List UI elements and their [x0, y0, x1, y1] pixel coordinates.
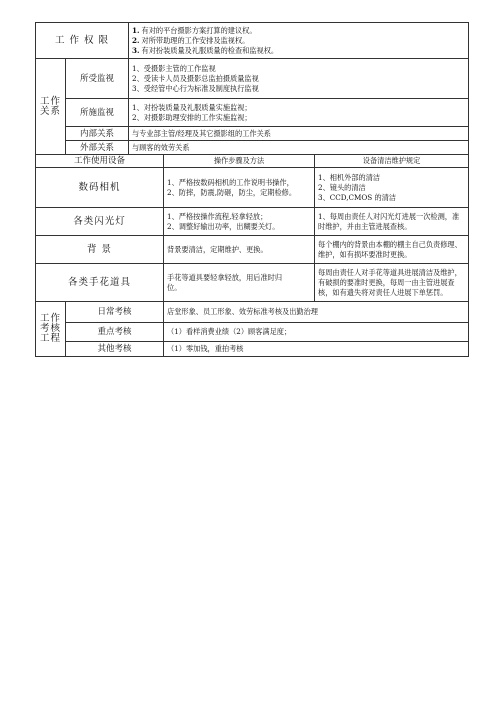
- external-text: 与顾客的效劳关系: [129, 141, 469, 155]
- equipment-maintenance: 1、每周由责任人对闪光灯进展一次检测，准 时维护，并由主管进展查核。: [315, 208, 469, 236]
- equipment-header-col2: 操作步骤及方法: [164, 155, 315, 168]
- relations-internal-row: [36, 127, 469, 141]
- assessment-text: （1）看样消费业绩（2）顾客满足度；: [164, 323, 469, 342]
- equipment-maintenance: 每周由责任人对手花等道具进展清洁及维护， 有破损的要准时更换，每周一由主管进展查 核，如有遗失将对责任人进展下单惩罚。: [315, 264, 469, 302]
- external-label: 外部关系: [66, 141, 129, 155]
- equipment-steps: 手花等道具要轻拿轻放，用后准时归 位。: [164, 264, 315, 302]
- assessment-text: 店堂形象、员工形象、效劳标准考核及出勤治理: [164, 302, 469, 323]
- authority-row: [36, 23, 469, 59]
- relations-supervised-row: [36, 59, 469, 99]
- equipment-maintenance: 1、相机外部的清洁 2、镜头的清洁 3、CCD,CMOS 的清洁: [315, 168, 469, 208]
- relations-external-row: [36, 141, 469, 155]
- equipment-name: 数码相机: [36, 168, 164, 208]
- authority-items: [129, 23, 469, 59]
- supervised-by-label: 所受监视: [66, 59, 129, 99]
- internal-label: 内部关系: [66, 127, 129, 141]
- equipment-name: 背 景: [36, 236, 164, 264]
- supervises-label: 所施监视: [66, 99, 129, 127]
- assessment-label: 日常考核: [66, 302, 164, 323]
- equipment-steps: 背景要清洁，定期维护、更换。: [164, 236, 315, 264]
- equipment-row: [36, 264, 469, 302]
- equipment-row: [36, 168, 469, 208]
- assessment-row: [36, 342, 469, 357]
- assessment-row: [36, 323, 469, 342]
- assessment-label: 重点考核: [66, 323, 164, 342]
- authority-item: 3. 有对扮装质量及礼服质量的检查和监视权。: [132, 45, 279, 55]
- equipment-row: [36, 236, 469, 264]
- internal-text: 与专业部主管/经理及其它摄影组的工作关系: [129, 127, 469, 141]
- equipment-header-col1: 工作使用设备: [36, 155, 164, 168]
- supervised-by-items: 1、受摄影主管的工作监视 2、受读卡人员及摄影总监拍摄质量监视 3、受经管中心行为标准及制度执行监视: [129, 59, 469, 99]
- equipment-name: 各类手花道具: [36, 264, 164, 302]
- assessment-row: [36, 302, 469, 323]
- job-table: [35, 22, 469, 357]
- assessment-label: 其他考核: [66, 342, 164, 357]
- relations-supervises-row: [36, 99, 469, 127]
- equipment-header-row: [36, 155, 469, 168]
- authority-item: 2. 对所带助理的工作安排及监视权。: [132, 35, 250, 45]
- relations-group-label: 工作 关系: [36, 59, 66, 155]
- equipment-maintenance: 每个棚内的背景由本棚的棚主自己负责修理、 维护，如有损坏要准时更换。: [315, 236, 469, 264]
- equipment-steps: 1、严格按数码相机的工作说明书操作， 2、防摔，防震,防砸，防尘，定期检修。: [164, 168, 315, 208]
- assessment-group-label: 工作 考核 工程: [36, 302, 66, 357]
- authority-item: 1. 有对的平台摄影方案打算的建议权。: [132, 25, 257, 35]
- job-description-document: [35, 22, 468, 357]
- equipment-row: [36, 208, 469, 236]
- equipment-name: 各类闪光灯: [36, 208, 164, 236]
- supervises-items: 1、对扮装质量及礼服质量实施监视； 2、对摄影助理安排的工作实施监视；: [129, 99, 469, 127]
- equipment-header-col3: 设备清洁维护规定: [315, 155, 469, 168]
- authority-label: 工 作 权 限: [36, 23, 129, 59]
- assessment-text: （1）零加钱，重拍考核: [164, 342, 469, 357]
- equipment-steps: 1、严格按操作流程,轻拿轻放； 2、调整好输出功率，出糊要关灯。: [164, 208, 315, 236]
